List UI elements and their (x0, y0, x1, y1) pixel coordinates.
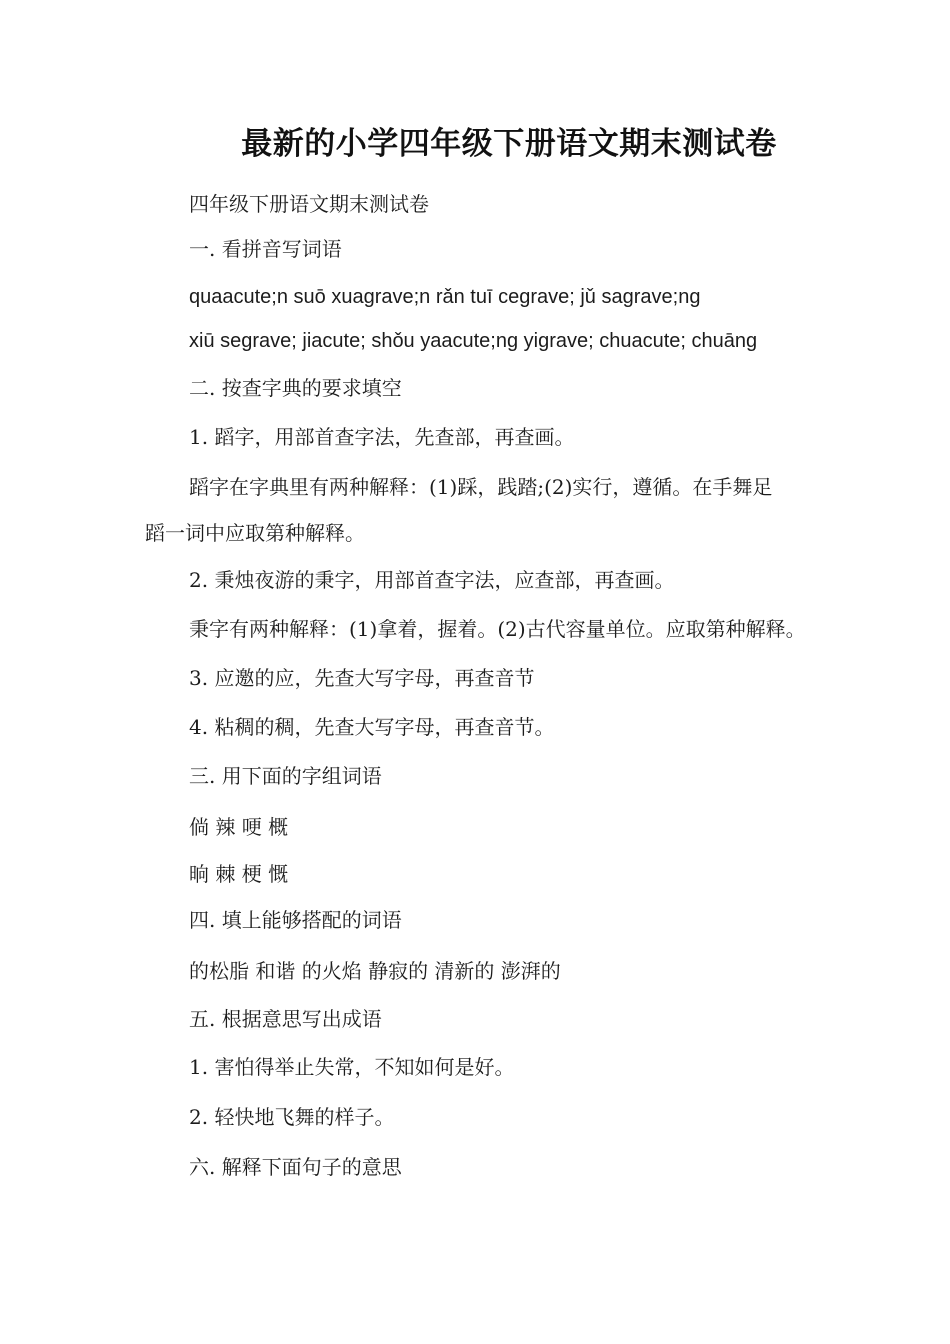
collocation-line: 的松脂 和谐 的火焰 静寂的 清新的 澎湃的 (189, 959, 561, 983)
question-line: 4. 粘稠的稠，先查大写字母，再查音节。 (189, 715, 555, 739)
section-heading: 六. 解释下面句子的意思 (189, 1155, 402, 1179)
section-heading: 一. 看拼音写词语 (189, 237, 342, 261)
section-heading: 三. 用下面的字组词语 (189, 764, 382, 788)
pinyin-line: quaacute;n suō xuagrave;n rǎn tuī cegrave; jǔ sagrave;ng (189, 286, 701, 308)
section-heading: 四. 填上能够搭配的词语 (189, 908, 402, 932)
question-line: 1. 蹈字，用部首查字法，先查部，再查画。 (189, 425, 575, 449)
character-row: 倘 辣 哽 概 (189, 815, 289, 839)
paragraph-line: 秉字有两种解释：(1)拿着，握着。(2)古代容量单位。应取第种解释。 (189, 617, 806, 641)
question-line: 3. 应邀的应，先查大写字母，再查音节 (189, 666, 535, 690)
paragraph-line: 蹈字在字典里有两种解释：(1)踩，践踏;(2)实行，遵循。在手舞足 (189, 475, 773, 499)
question-line: 2. 秉烛夜游的秉字，用部首查字法，应查部，再查画。 (189, 568, 675, 592)
document-title: 最新的小学四年级下册语文期末测试卷 (241, 126, 777, 162)
question-line: 2. 轻快地飞舞的样子。 (189, 1105, 395, 1129)
character-row: 晌 棘 梗 慨 (189, 862, 289, 886)
subtitle-line: 四年级下册语文期末测试卷 (189, 192, 429, 216)
question-line: 1. 害怕得举止失常，不知如何是好。 (189, 1055, 515, 1079)
paragraph-continuation: 蹈一词中应取第种解释。 (145, 521, 365, 545)
section-heading: 五. 根据意思写出成语 (189, 1007, 382, 1031)
section-heading: 二. 按查字典的要求填空 (189, 376, 402, 400)
pinyin-line: xiū segrave; jiacute; shǒu yaacute;ng yigrave; chuacute; chuāng (189, 330, 758, 352)
